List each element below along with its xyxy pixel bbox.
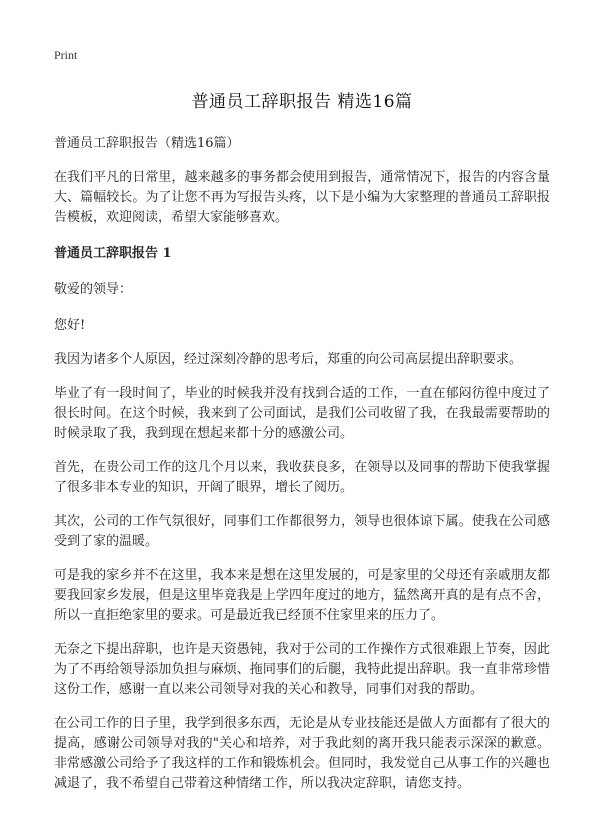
salutation: 敬爱的领导： bbox=[54, 282, 133, 297]
body-paragraph-2: 毕业了有一段时间了，毕业的时候我并没有找到合适的工作，一直在郁闷彷徨中度过了很长时间。在这个时候，我来到了公司面试，是我们公司收留了我，在我最需要帮助的时候录取了我，我到现在想起来都十分的感激公司。 bbox=[54, 386, 550, 441]
body-paragraph-7: 在公司工作的日子里，我学到很多东西，无论是从专业技能还是做人方面都有了很大的提高，感谢公司领导对我的"关心和培养，对于我此刻的离开我只能表示深深的歉意。非常感激公司给予了我这样的工作和锻炼机会。但同时，我发觉自己从事工作的兴趣也减退了，我不希望自己带着这种情绪工作，所以我决定辞职，请您支持。 bbox=[54, 716, 550, 791]
greeting: 您好! bbox=[54, 318, 86, 333]
section-heading: 普通员工辞职报告 1 bbox=[54, 246, 172, 261]
intro-paragraph: 在我们平凡的日常里，越来越多的事务都会使用到报告，通常情况下，报告的内容含量大、篇幅较长。为了让您不再为写报告头疼，以下是小编为大家整理的普通员工辞职报告模板，欢迎阅读，希望大家能够喜欢。 bbox=[54, 170, 550, 225]
page-title: 普通员工辞职报告 精选16篇 bbox=[191, 92, 413, 112]
body-paragraph-4: 其次，公司的工作气氛很好，同事们工作都很努力，领导也很体谅下属。使我在公司感受到了家的温暖。 bbox=[54, 514, 550, 549]
print-link[interactable]: Print bbox=[54, 48, 78, 62]
body-paragraph-3: 首先，在贵公司工作的这几个月以来，我收获良多，在领导以及同事的帮助下使我掌握了很多非本专业的知识，开阔了眼界，增长了阅历。 bbox=[54, 460, 550, 495]
document-subtitle: 普通员工辞职报告（精选16篇） bbox=[54, 136, 240, 151]
body-paragraph-6: 无奈之下提出辞职，也许是天资愚钝，我对于公司的工作操作方式很难跟上节奏，因此为了不再给领导添加负担与麻烦、拖同事们的后腿，我特此提出辞职。我一直非常珍惜这份工作，感谢一直以来公司领导对我的关心和教导，同事们对我的帮助。 bbox=[54, 642, 550, 697]
body-paragraph-5: 可是我的家乡并不在这里，我本来是想在这里发展的，可是家里的父母还有亲戚朋友都要我回家乡发展，但是这里毕竟我是上学四年度过的地方，猛然离开真的是有点不舍，所以一直拒绝家里的要求。可是最近我已经顶不住家里来的压力了。 bbox=[54, 568, 550, 623]
body-paragraph-1: 我因为诸多个人原因，经过深刻冷静的思考后，郑重的向公司高层提出辞职要求。 bbox=[54, 352, 523, 367]
